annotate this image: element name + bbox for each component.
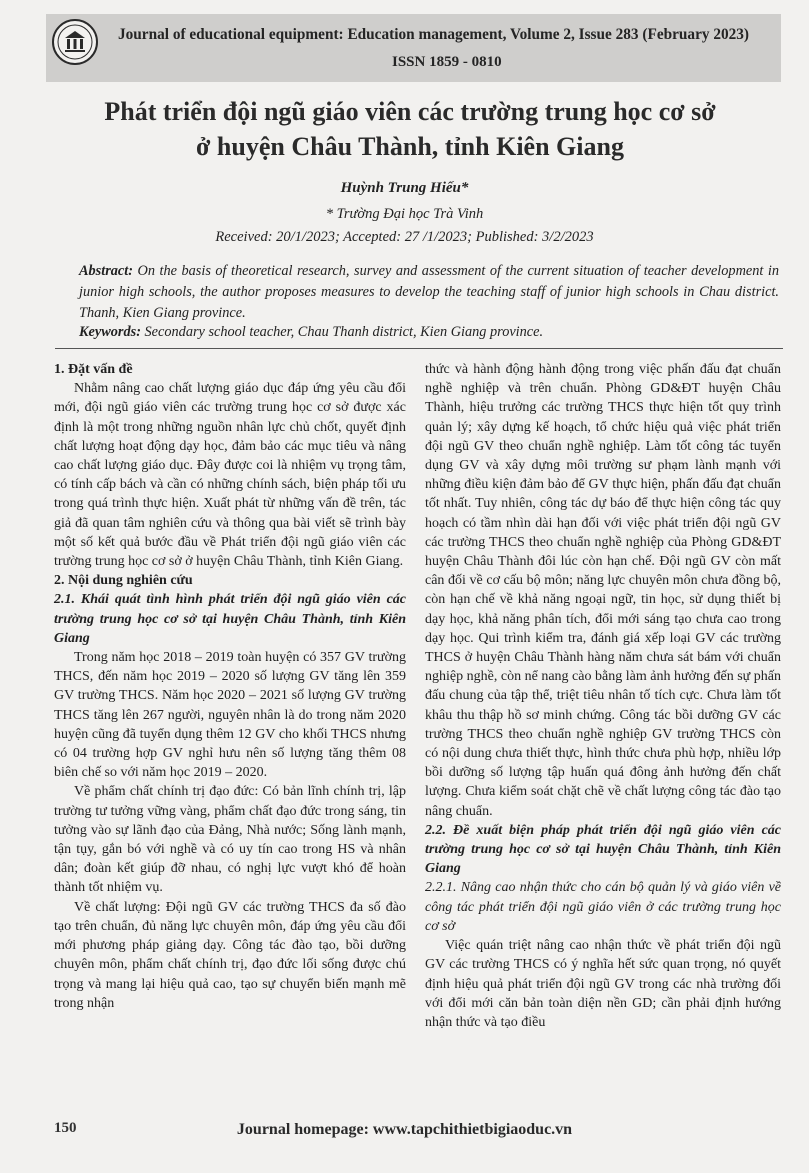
paragraph: Nhằm nâng cao chất lượng giáo dục đáp ứng yêu cầu đổi mới, đội ngũ giáo viên các trường trung học cơ sở được xác định là một trong những nguồn nhân lực chủ chốt, quyết định chất lượng hoạt động dạy học, đảm bảo các mục tiêu và nâng cao chất lượng giáo dục. Đây được coi là nhiệm vụ trọng tâm, có tính cấp bách và cần có những chính sách, biện pháp tối ưu trong quá trình thực hiện. Xuất phát từ những vấn đề trên, tác giả đã quan tâm nghiên cứu và thông qua bài viết sẽ trình bày một số kết quả bước đầu về Phát triển đội ngũ giáo viên các trường trung học cơ sở ở huyện Châu Thành, tỉnh Kiên Giang. — [54, 381, 406, 570]
paragraph: Về chất lượng: Đội ngũ GV các trường THCS đa số đào tạo trên chuẩn, đủ năng lực chuyên môn, đáp ứng yêu cầu đổi mới phương pháp giảng dạy. Công tác đào tạo, bồi dưỡng chuyên môn, phẩm chất chính trị, đạo đức lối sống được chú trọng và mang lại hiệu quả cao, tạo sự chuyển biến mạnh mẽ trong nhận — [54, 899, 406, 1011]
title-line-1: Phát triển đội ngũ giáo viên các trường trung học cơ sở — [104, 97, 716, 126]
keywords-text: Secondary school teacher, Chau Thanh district, Kien Giang province. — [144, 324, 544, 340]
abstract — [79, 261, 779, 324]
article-title — [40, 94, 780, 164]
author-name: Huỳnh Trung Hiếu* — [340, 180, 469, 196]
title-line-2: ở huyện Châu Thành, tỉnh Kiên Giang — [196, 132, 624, 161]
journal-citation: Journal of educational equipment: Education management, Volume 2, Issue 283 (February 2023) — [118, 26, 750, 43]
abstract-text: On the basis of theoretical research, survey and assessment of the current situation of teacher development in junior high schools, the author proposes measures to develop the teaching staff of junior high schools in Chau district. Thanh, Kien Giang province. — [79, 263, 779, 321]
page-number: 150 — [54, 1120, 77, 1136]
left-column — [54, 360, 406, 1013]
publication-dates: Received: 20/1/2023; Accepted: 27 /1/2023; Published: 3/2/2023 — [215, 229, 594, 245]
paragraph: Về phẩm chất chính trị đạo đức: Có bản lĩnh chính trị, lập trường tư tưởng vững vàng, phẩm chất đạo đức trong sáng, tin tưởng vào sự lãnh đạo của Đảng, Nhà nước; Sống lành mạnh, tận tụy, gắn bó với nghề và có uy tín cao trong HS và nhân dân; đoàn kết giúp đỡ nhau, có nghị lực vượt khó để hoàn thành tốt nhiệm vụ. — [54, 784, 406, 896]
paragraph: thức và hành động hành động trong việc phấn đấu đạt chuẩn nghề nghiệp và trên chuẩn. Phòng GD&ĐT huyện Châu Thành, hiệu trưởng các trường THCS thực hiện tốt quy trình quản lý; xây dựng kế hoạch, tổ chức hiệu quả việc phát triển đội ngũ GV theo chuẩn nghề nghiệp. Làm tốt công tác tuyển dụng GV và xây dựng môi trường sư phạm lành mạnh với những điều kiện đảm bảo để GV thực hiện, phấn đấu đạt chuẩn tốt nhất. Tuy nhiên, công tác dự báo để thực hiện công tác quy hoạch có tầm nhìn dài hạn đối với việc phát triển đội ngũ GV các trường THCS theo chuẩn nghề nghiệp của Phòng GD&ĐT huyện Châu Thành đôi lúc còn hạn chế. Đội ngũ GV còn mất cân đối về cơ cấu bộ môn; năng lực chuyên môn chưa đồng bộ, còn hạn chế về khả năng ngoại ngữ, tin học, sử dụng thiết bị dạy học, khả năng phân tích, đổi mới sáng tạo chưa cao trong dạy học. Qui trình kiểm tra, đánh giá xếp loại GV các trường THCS ở huyện Châu Thành hàng năm chưa sát bám với chuẩn nghiệp nghề, còn nể nang cào bằng làm ảnh hưởng đến sự phấn đấu chung của tập thể, triệt tiêu nhân tố tích cực. Chưa làm tốt khâu thu thập hồ sơ minh chứng. Công tác bồi dưỡng GV các trường THCS theo chuẩn nghề nghiệp GV trường THCS còn có nội dung chưa thiết thực, hình thức chưa phù hợp, nhiều lớp bồi dưỡng số lượng tập huấn quá đông ảnh hưởng đến chất lượng. Chưa kiểm soát chặt chẽ về chất lượng công tác đào tạo nâng chuẩn. — [425, 362, 781, 819]
divider — [55, 348, 783, 349]
paragraph: Việc quán triệt nâng cao nhận thức về phát triển đội ngũ GV các trường THCS có ý nghĩa hết sức quan trọng, nó quyết định hiệu quả phát triển đội ngũ GV trong các nhà trường đối với đổi mới căn bản toàn diện nền GD; cần phải định hướng nhận thức và tạo điều — [425, 938, 781, 1030]
section-heading-1: 1. Đặt vấn đề — [54, 362, 133, 377]
journal-homepage: Journal homepage: www.tapchithietbigiaoduc.vn — [236, 1121, 573, 1138]
paragraph: Trong năm học 2018 – 2019 toàn huyện có 357 GV trường THCS, đến năm học 2019 – 2020 số lượng GV tăng lên 359 GV trường THCS. Năm học 2020 – 2021 số lượng GV trường THCS tăng lên 267 người, nguyên nhân là do trong năm 2020 huyện cũng đã tuyển dụng thêm 12 GV cho khối THCS nhưng có 04 trường hợp GV nghỉ hưu nên số lượng tăng thêm 08 biên chế so với năm học 2019 – 2020. — [54, 650, 406, 781]
author-affiliation: * Trường Đại học Trà Vinh — [325, 206, 484, 222]
subsection-heading-2-2-1: 2.2.1. Nâng cao nhận thức cho cán bộ quản lý và giáo viên về công tác phát triển đội ngũ giáo viên ở các trường trung học cơ sở — [425, 880, 781, 934]
keywords-label: Keywords: — [79, 324, 141, 340]
subsection-heading-2-2: 2.2. Đề xuất biện pháp phát triển đội ngũ giáo viên các trường trung học cơ sở tại huyện Châu Thành, tỉnh Kiên Giang — [425, 822, 781, 877]
section-heading-2: 2. Nội dung nghiên cứu — [54, 573, 193, 589]
abstract-label: Abstract: — [79, 263, 134, 279]
subsection-heading-2-1: 2.1. Khái quát tình hình phát triển đội ngũ giáo viên các trường trung học cơ sở tại huyện Châu Thành, tỉnh Kiên Giang — [54, 592, 406, 646]
keywords — [79, 324, 779, 341]
right-column — [425, 360, 781, 1032]
journal-header-band — [46, 14, 781, 82]
journal-seal-logo-icon — [52, 19, 98, 65]
issn: ISSN 1859 - 0810 — [392, 54, 502, 70]
